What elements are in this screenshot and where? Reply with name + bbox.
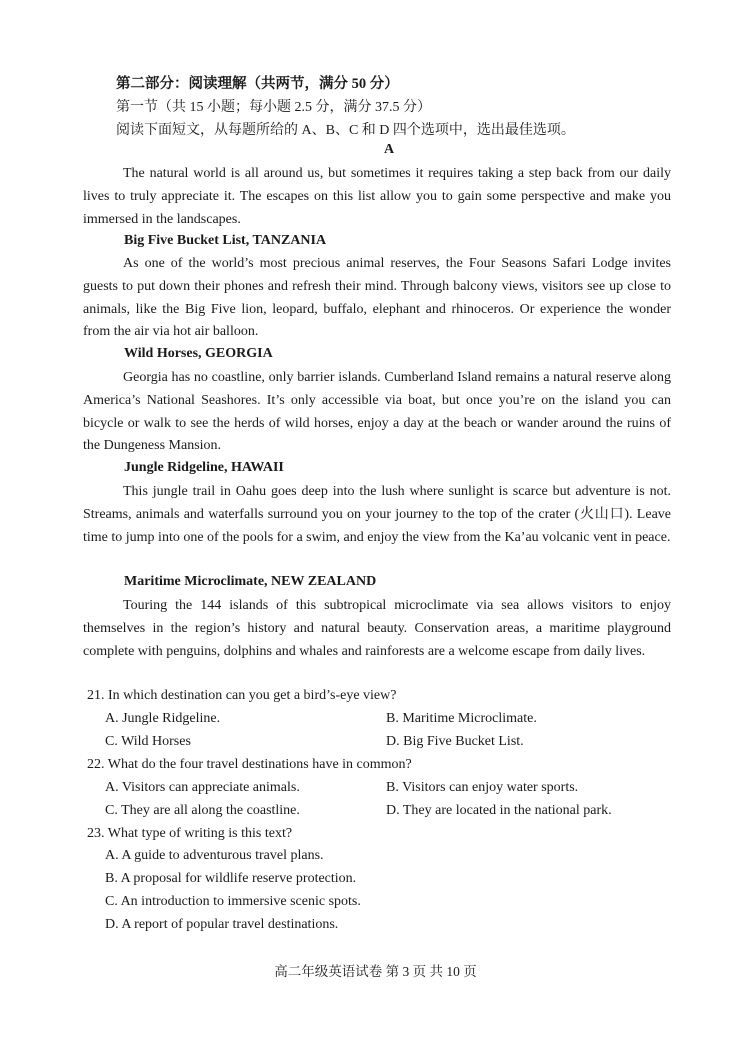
entry-heading-hawaii: Jungle Ridgeline, HAWAII	[124, 460, 284, 475]
q23-option-d: D. A report of popular travel destinations.	[105, 917, 339, 932]
q21-option-c: C. Wild Horses	[105, 734, 191, 749]
page-footer: 高二年级英语试卷 第 3 页 共 10 页	[274, 964, 477, 979]
question-21-stem: 21. In which destination can you get a bird’s-eye view?	[87, 688, 397, 703]
question-23-stem: 23. What type of writing is this text?	[87, 826, 293, 841]
entry-text-hawaii: This jungle trail in Oahu goes deep into the lush where sunlight is scarce but adventure is not. Streams, animals and waterfalls surround you on your journey to the top of the crater (火山口). Leave time to jump into one of the pools for a swim, and enjoy the view from the Ka’au volcanic vent in peace.	[83, 484, 671, 545]
q22-option-b: B. Visitors can enjoy water sports.	[386, 780, 579, 795]
entry-text-tanzania: As one of the world’s most precious animal reserves, the Four Seasons Safari Lodge invites guests to put down their phones and refresh their mind. Through balcony views, visitors see up close to animals, like the Big Five lion, leopard, buffalo, elephant and rhinoceros. Or experience the wonder from the air via hot air balloon.	[83, 256, 671, 340]
entry-heading-georgia: Wild Horses, GEORGIA	[124, 346, 273, 361]
passage-letter: A	[384, 142, 395, 157]
q21-option-a: A. Jungle Ridgeline.	[105, 711, 221, 726]
q23-option-b: B. A proposal for wildlife reserve protection.	[105, 871, 357, 886]
q21-option-d: D. Big Five Bucket List.	[386, 734, 524, 749]
entry-text-georgia: Georgia has no coastline, only barrier islands. Cumberland Island remains a natural reserve along America’s National Seashores. It’s only accessible via boat, but once you’re on the island you can bicycle or walk to see the herds of wild horses, enjoy a day at the beach or wander around the ruins of the Dungeness Mansion.	[83, 370, 671, 454]
q23-option-a: A. A guide to adventurous travel plans.	[105, 848, 324, 863]
entry-text-new-zealand: Touring the 144 islands of this subtropical microclimate via sea allows visitors to enjoy themselves in the region’s history and natural beauty. Conservation areas, a maritime playground complete with penguins, dolphins and whales and rainforests are a welcome escape from daily lives.	[83, 598, 671, 659]
q22-option-d: D. They are located in the national park.	[386, 803, 612, 818]
instructions: 阅读下面短文，从每题所给的 A、B、C 和 D 四个选项中，选出最佳选项。	[116, 123, 575, 138]
question-22-stem: 22. What do the four travel destinations have in common?	[87, 757, 412, 772]
entry-heading-new-zealand: Maritime Microclimate, NEW ZEALAND	[124, 574, 377, 589]
passage-intro: The natural world is all around us, but sometimes it requires taking a step back from our daily lives to truly appreciate it. The escapes on this list allow you to gain some perspective and make you immersed in the landscapes.	[83, 166, 671, 227]
section-title: 第二部分：阅读理解（共两节，满分 50 分）	[116, 76, 399, 92]
q21-option-b: B. Maritime Microclimate.	[386, 711, 537, 726]
part-one-heading: 第一节（共 15 小题；每小题 2.5 分，满分 37.5 分）	[116, 100, 431, 115]
q22-option-c: C. They are all along the coastline.	[105, 803, 300, 818]
entry-heading-tanzania: Big Five Bucket List, TANZANIA	[124, 233, 327, 248]
q23-option-c: C. An introduction to immersive scenic spots.	[105, 894, 361, 909]
q22-option-a: A. Visitors can appreciate animals.	[105, 780, 300, 795]
